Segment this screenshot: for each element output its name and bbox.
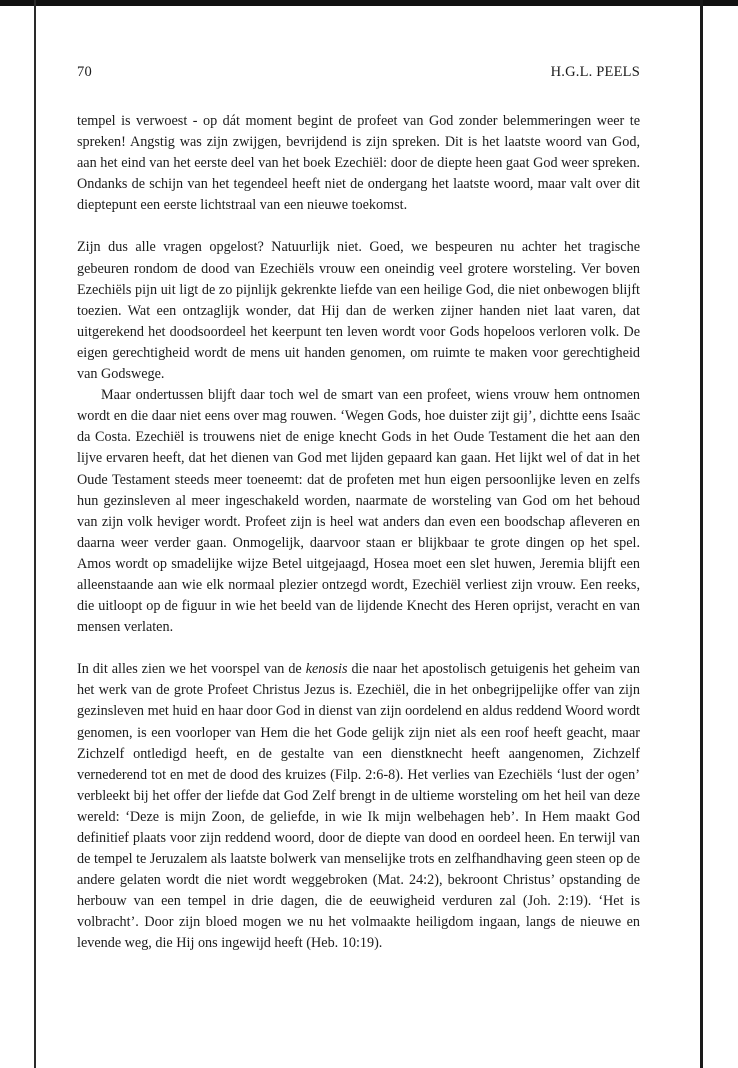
paragraph-3: Maar ondertussen blijft daar toch wel de smart van een profeet, wiens vrouw hem ontnomen wordt en die daar niet eens over mag rouwen. ‘Wegen Gods, hoe duister zijt gij’, dichtte eens Isaäc da Costa. Ezechiël is trouwens niet de enige knecht Gods in het Oude Testament die het aan den lijve ervaren heeft, dat het dienen van God met lijden gepaard kan gaan. Het lijkt wel of dat in het Oude Testament steeds meer toeneemt: dat de profeten met hun eigen persoonlijke leven en zelfs hun gezinsleven al meer ingeschakeld worden, naarmate de worsteling van God om het behoud van zijn volk heviger wordt. Profeet zijn is heel wat anders dan even een boodschap afleveren en daarna weer verder gaan. Onmogelijk, daarvoor staan er blijkbaar te grote dingen op het spel. Amos wordt op smadelijke wijze Betel uitgejaagd, Hosea moet een slet huwen, Jeremia blijft een alleenstaande aan wie elk normaal plezier ontzegd wordt, Ezechiël verliest zijn vrouw. Een reeks, die uitloopt op de figuur in wie het beeld van de lijdende Knecht des Heren oprijst, veracht en van mensen verlaten. <box>77 387 640 636</box>
body-text <box>77 111 640 955</box>
paragraph-2: Zijn dus alle vragen opgelost? Natuurlijk niet. Goed, we bespeuren nu achter het tragische gebeuren rondom de dood van Ezechiëls vrouw een oneindig veel grotere worsteling. Ver boven Ezechiëls pijn uit ligt de zo pijnlijk gekrenkte liefde van een heilige God, die niet onbewogen blijft toezien. Wat een ontzaglijk wonder, dat Hij dan de werken zijner handen niet laat varen, dat uitgerekend het doodsoordeel het keerpunt ten leven wordt voor Gods hopeloos verloren volk. De eigen gerechtigheid wordt de mens uit handen genomen, om ruimte te maken voor gerechtigheid van Godswege. <box>77 239 640 383</box>
paragraph-4 <box>77 659 640 954</box>
kenosis-term: kenosis <box>305 661 348 678</box>
scan-right-border <box>700 0 703 1068</box>
paragraph-1: tempel is verwoest - op dát moment begint de profeet van God zonder belemmeringen weer te spreken! Angstig was zijn zwijgen, bevrijdend is zijn spreken. Dit is het laatste woord van God, aan het eind van het eerste deel van het boek Ezechiël: door de diepte heen gaat God weer spreken. Ondanks de schijn van het tegendeel heeft niet de ondergang het laatste woord, maar valt over dit dieptepunt een eerste lichtstraal van een nieuwe toekomst. <box>77 113 640 214</box>
scan-left-border <box>34 0 36 1068</box>
scan-top-border <box>0 0 738 6</box>
running-title: H.G.L. PEELS <box>550 64 640 80</box>
paragraph-4-start: In dit alles zien we het voorspel van de <box>77 661 306 678</box>
running-header <box>77 64 640 81</box>
page-number: 70 <box>77 64 92 80</box>
paragraph-4-rest: die naar het apostolisch getuigenis het geheim van het werk van de grote Profeet Christus Jezus is. Ezechiël, die in het onbegrijpelijke offer van zijn gezinsleven met huid en haar door God in dienst van zijn oordelend en aldus reddend Woord wordt genomen, is een voorloper van Hem die het Gode gelijk zijn niet als een roof heeft geacht, maar Zichzelf ontledigd heeft, en de gestalte van een dienstknecht heeft aangenomen, Zichzelf vernederend tot en met de dood des kruizes (Filp. 2:6-8). Het verlies van Ezechiëls ‘lust der ogen’ verbleekt bij het offer der liefde dat God Zelf brengt in de ultieme worsteling om het heil van deze wereld: ‘Deze is mijn Zoon, de geliefde, in wie Ik mijn welbehagen heb’. In Hem maakt God definitief plaats voor zijn reddend woord, door de diepte van dood en oordeel heen. En terwijl van de tempel te Jeruzalem als laatste bolwerk van menselijke trots en zelfhandhaving geen steen op de andere gelaten wordt die niet wordt weggebroken (Mat. 24:2), bekroont Christus’ opstanding de herbouw van een tempel in drie dagen, die de eeuwigheid verduren zal (Joh. 2:19). ‘Het is volbracht’. Door zijn bloed mogen we nu het volmaakte heiligdom ingaan, langs de nieuwe en levende weg, die Hij ons ingewijd heeft (Heb. 10:19). <box>77 661 640 952</box>
